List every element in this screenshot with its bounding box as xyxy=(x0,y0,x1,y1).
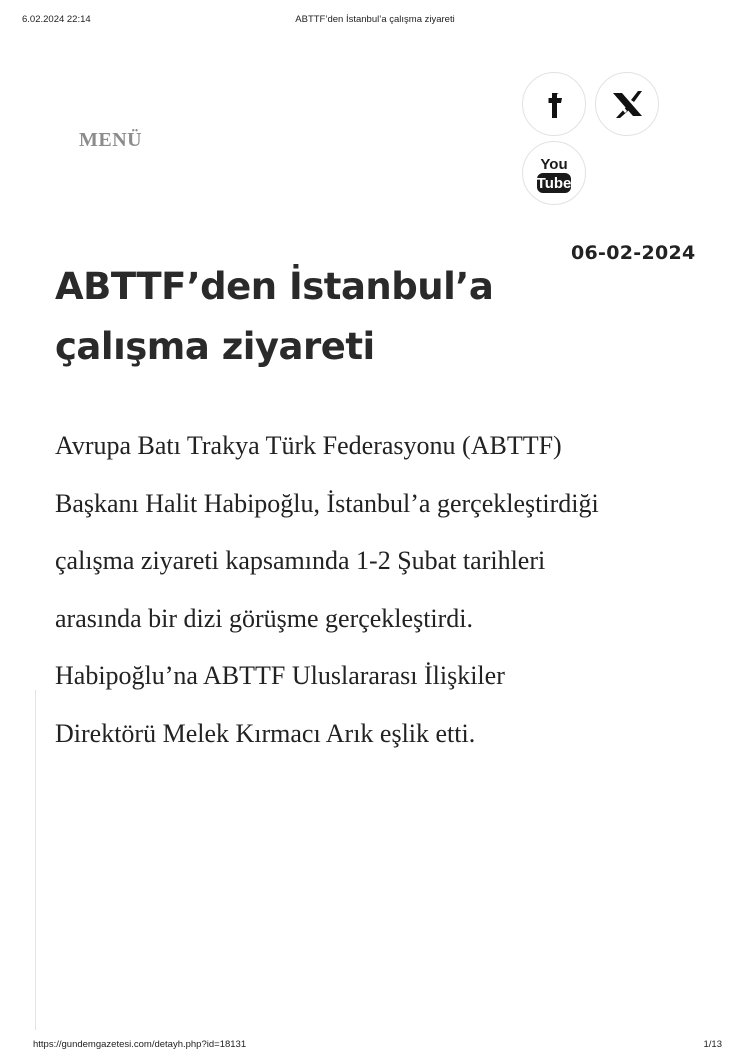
facebook-link[interactable] xyxy=(522,72,586,136)
body-line: Başkanı Halit Habipoğlu, İstanbul’a gerçekleştirdiği xyxy=(55,488,599,518)
youtube-link[interactable] xyxy=(522,141,586,205)
facebook-icon xyxy=(534,84,574,124)
print-date: 6.02.2024 22:14 xyxy=(22,14,91,25)
print-footer xyxy=(0,1039,750,1053)
menu-button[interactable]: MENÜ xyxy=(79,129,143,151)
print-page-title: ABTTF’den İstanbul’a çalışma ziyareti xyxy=(295,14,455,25)
article-headline xyxy=(55,257,555,377)
left-divider xyxy=(35,690,36,1030)
body-line: Habipoğlu’na ABTTF Uluslararası İlişkiler xyxy=(55,661,505,690)
headline-line: çalışma ziyareti xyxy=(55,325,375,368)
print-page-number: 1/13 xyxy=(703,1039,722,1050)
body-line: çalışma ziyareti kapsamında 1-2 Şubat tarihleri xyxy=(55,546,546,575)
youtube-logo-bottom: Tube xyxy=(536,175,572,192)
youtube-logo-top: You xyxy=(540,156,568,173)
article-body xyxy=(55,417,725,762)
print-header xyxy=(0,14,750,28)
x-twitter-link[interactable] xyxy=(595,72,659,136)
x-icon xyxy=(607,84,647,124)
body-line: arasında bir dizi görüşme gerçekleştirdi. xyxy=(55,603,474,633)
body-line: Avrupa Batı Trakya Türk Federasyonu (ABTTF) xyxy=(55,431,562,460)
print-url: https://gundemgazetesi.com/detayh.php?id=18131 xyxy=(33,1039,247,1050)
body-line: Direktörü Melek Kırmacı Arık eşlik etti. xyxy=(55,718,476,748)
article-date: 06-02-2024 xyxy=(571,242,696,264)
youtube-icon xyxy=(534,151,574,195)
headline-line: ABTTF’den İstanbul’a xyxy=(55,265,494,308)
